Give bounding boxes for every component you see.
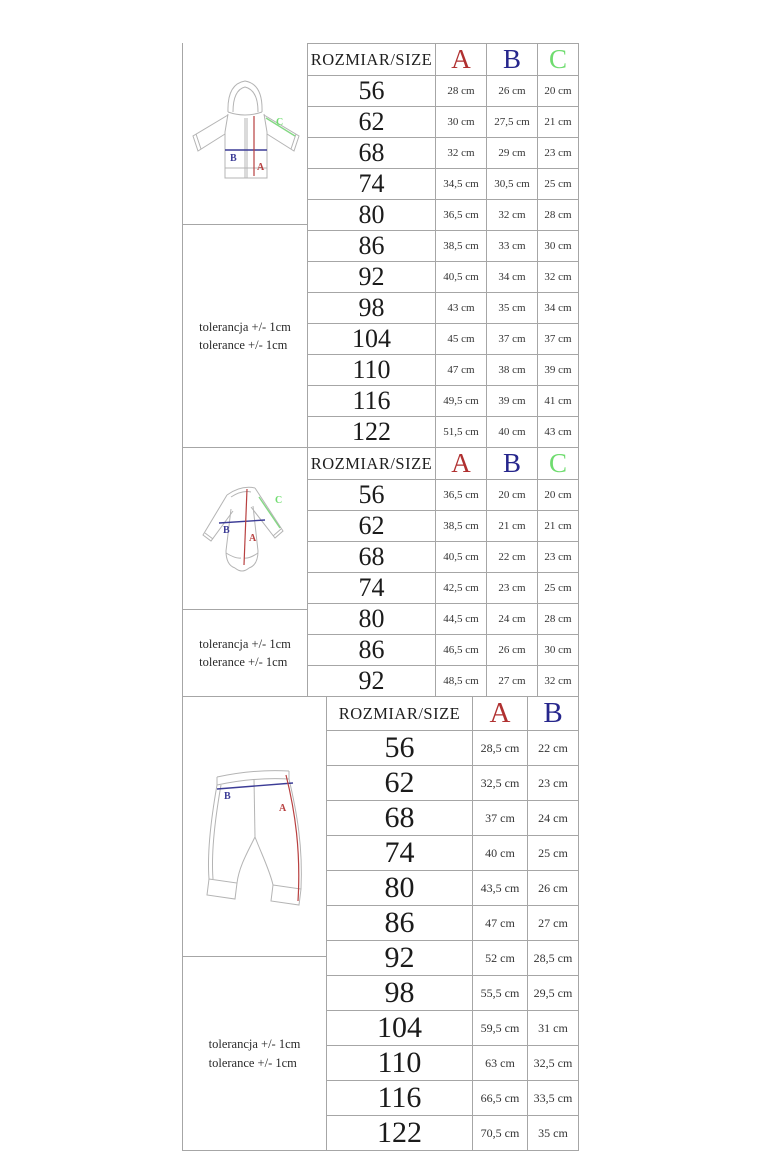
measurement-value: 30 cm — [538, 231, 579, 262]
size-value: 98 — [327, 976, 473, 1011]
pants-measurements-table — [326, 696, 579, 1151]
measurement-value: 29,5 cm — [528, 976, 579, 1011]
size-value: 92 — [327, 941, 473, 976]
column-b-header: B — [528, 697, 579, 731]
bodysuit-b-label: B — [223, 524, 230, 536]
measurement-value: 37 cm — [473, 801, 528, 836]
bodysuit-a-label: A — [249, 532, 257, 544]
size-row — [308, 355, 579, 386]
pants-b-label: B — [223, 790, 231, 802]
measurement-value: 40,5 cm — [436, 542, 487, 573]
measurement-value: 34,5 cm — [436, 169, 487, 200]
size-value: 104 — [308, 324, 436, 355]
size-value: 74 — [308, 573, 436, 604]
measurement-value: 38,5 cm — [436, 511, 487, 542]
measurement-value: 25 cm — [538, 169, 579, 200]
size-value: 86 — [327, 906, 473, 941]
measurement-value: 25 cm — [528, 836, 579, 871]
measurement-value: 70,5 cm — [473, 1116, 528, 1151]
measurement-value: 23 cm — [538, 542, 579, 573]
bodysuit-measurements-table — [307, 447, 579, 697]
measurement-value: 41 cm — [538, 386, 579, 417]
size-value: 116 — [308, 386, 436, 417]
size-value: 98 — [308, 293, 436, 324]
bodysuit-icon — [191, 473, 299, 585]
measurement-value: 21 cm — [487, 511, 538, 542]
measurement-value: 32 cm — [436, 138, 487, 169]
size-row — [308, 231, 579, 262]
measurement-value: 22 cm — [528, 731, 579, 766]
measurement-value: 24 cm — [528, 801, 579, 836]
size-chart-content — [182, 43, 579, 1151]
column-b-header: B — [487, 448, 538, 480]
measurement-value: 40 cm — [473, 836, 528, 871]
jacket-size-table — [182, 43, 579, 448]
measurement-value: 24 cm — [487, 604, 538, 635]
measurement-value: 23 cm — [487, 573, 538, 604]
size-row — [308, 76, 579, 107]
jacket-tolerance-cell — [183, 225, 307, 447]
size-row — [327, 1011, 579, 1046]
measurement-value: 32 cm — [538, 666, 579, 697]
tolerance-text-en: tolerance +/- 1cm — [199, 655, 288, 669]
pants-b-line — [217, 783, 293, 789]
size-value: 68 — [327, 801, 473, 836]
size-value: 74 — [327, 836, 473, 871]
size-value: 68 — [308, 138, 436, 169]
size-value: 122 — [327, 1116, 473, 1151]
size-row — [327, 801, 579, 836]
measurement-value: 23 cm — [528, 766, 579, 801]
bodysuit-info-column — [182, 447, 307, 697]
size-row — [308, 542, 579, 573]
column-a-header: A — [436, 448, 487, 480]
size-column-header: ROZMIAR/SIZE — [308, 44, 436, 76]
jacket-info-column — [182, 43, 307, 448]
size-row — [327, 766, 579, 801]
measurement-value: 52 cm — [473, 941, 528, 976]
size-row — [327, 976, 579, 1011]
size-row — [308, 200, 579, 231]
measurement-value: 40,5 cm — [436, 262, 487, 293]
size-value: 68 — [308, 542, 436, 573]
measurement-value: 36,5 cm — [436, 480, 487, 511]
measurement-value: 27 cm — [528, 906, 579, 941]
measurement-value: 22 cm — [487, 542, 538, 573]
pants-info-column — [182, 696, 326, 1151]
measurement-value: 21 cm — [538, 511, 579, 542]
bodysuit-drawing-cell — [183, 448, 307, 610]
measurement-value: 28 cm — [538, 604, 579, 635]
measurement-value: 32,5 cm — [473, 766, 528, 801]
size-value: 62 — [308, 511, 436, 542]
measurement-value: 27,5 cm — [487, 107, 538, 138]
measurement-value: 40 cm — [487, 417, 538, 448]
table-header-row — [308, 448, 579, 480]
measurement-value: 20 cm — [487, 480, 538, 511]
size-row — [327, 1046, 579, 1081]
measurement-value: 35 cm — [487, 293, 538, 324]
size-value: 62 — [327, 766, 473, 801]
measurement-value: 32 cm — [487, 200, 538, 231]
size-value: 74 — [308, 169, 436, 200]
jacket-c-label: C — [276, 116, 284, 128]
size-value: 92 — [308, 262, 436, 293]
tolerance-text-pl: tolerancja +/- 1cm — [199, 319, 291, 334]
table-header-row — [308, 44, 579, 76]
size-row — [327, 731, 579, 766]
measurement-value: 32,5 cm — [528, 1046, 579, 1081]
size-column-header: ROZMIAR/SIZE — [327, 697, 473, 731]
size-row — [327, 1116, 579, 1151]
tolerance-text-pl: tolerancja +/- 1cm — [199, 636, 291, 651]
size-value: 80 — [308, 200, 436, 231]
measurement-value: 39 cm — [487, 386, 538, 417]
measurement-value: 49,5 cm — [436, 386, 487, 417]
size-row — [308, 169, 579, 200]
pants-size-table — [182, 696, 579, 1151]
measurement-value: 37 cm — [538, 324, 579, 355]
measurement-value: 26 cm — [487, 76, 538, 107]
bodysuit-tolerance-cell — [183, 610, 307, 696]
measurement-value: 51,5 cm — [436, 417, 487, 448]
size-column-header: ROZMIAR/SIZE — [308, 448, 436, 480]
size-row — [308, 417, 579, 448]
measurement-value: 20 cm — [538, 480, 579, 511]
measurement-value: 32 cm — [538, 262, 579, 293]
size-row — [327, 1081, 579, 1116]
size-row — [308, 107, 579, 138]
measurement-value: 48,5 cm — [436, 666, 487, 697]
measurement-value: 66,5 cm — [473, 1081, 528, 1116]
size-row — [308, 480, 579, 511]
measurement-value: 46,5 cm — [436, 635, 487, 666]
pants-icon — [186, 741, 324, 913]
measurement-value: 55,5 cm — [473, 976, 528, 1011]
size-row — [308, 262, 579, 293]
measurement-value: 30,5 cm — [487, 169, 538, 200]
size-row — [308, 573, 579, 604]
size-value: 122 — [308, 417, 436, 448]
measurement-value: 39 cm — [538, 355, 579, 386]
measurement-value: 20 cm — [538, 76, 579, 107]
size-value: 80 — [308, 604, 436, 635]
size-row — [308, 324, 579, 355]
jacket-measurements-table — [307, 43, 579, 448]
measurement-value: 31 cm — [528, 1011, 579, 1046]
measurement-value: 33 cm — [487, 231, 538, 262]
measurement-value: 28 cm — [538, 200, 579, 231]
size-row — [308, 604, 579, 635]
measurement-value: 35 cm — [528, 1116, 579, 1151]
jacket-b-label: B — [230, 152, 237, 164]
measurement-value: 23 cm — [538, 138, 579, 169]
bodysuit-c-label: C — [275, 494, 283, 506]
bodysuit-a-line — [244, 489, 247, 565]
jacket-a-label: A — [257, 161, 265, 173]
size-value: 86 — [308, 635, 436, 666]
size-value: 116 — [327, 1081, 473, 1116]
measurement-value: 47 cm — [473, 906, 528, 941]
measurement-value: 36,5 cm — [436, 200, 487, 231]
column-a-header: A — [473, 697, 528, 731]
measurement-value: 26 cm — [487, 635, 538, 666]
table-header-row — [327, 697, 579, 731]
size-row — [327, 906, 579, 941]
measurement-value: 43 cm — [538, 417, 579, 448]
measurement-value: 25 cm — [538, 573, 579, 604]
size-row — [327, 941, 579, 976]
measurement-value: 47 cm — [436, 355, 487, 386]
measurement-value: 28 cm — [436, 76, 487, 107]
size-value: 56 — [308, 76, 436, 107]
size-row — [327, 871, 579, 906]
tolerance-text-en: tolerance +/- 1cm — [208, 1055, 297, 1070]
size-row — [308, 666, 579, 697]
pants-drawing-cell — [183, 697, 326, 957]
bodysuit-size-table — [182, 447, 579, 697]
size-value: 104 — [327, 1011, 473, 1046]
column-b-header: B — [487, 44, 538, 76]
size-value: 80 — [327, 871, 473, 906]
size-row — [308, 386, 579, 417]
measurement-value: 30 cm — [538, 635, 579, 666]
column-c-header: C — [538, 44, 579, 76]
size-value: 62 — [308, 107, 436, 138]
measurement-value: 29 cm — [487, 138, 538, 169]
measurement-value: 38,5 cm — [436, 231, 487, 262]
size-row — [308, 511, 579, 542]
column-c-header: C — [538, 448, 579, 480]
size-value: 56 — [327, 731, 473, 766]
measurement-value: 27 cm — [487, 666, 538, 697]
measurement-value: 43,5 cm — [473, 871, 528, 906]
size-row — [308, 293, 579, 324]
measurement-value: 21 cm — [538, 107, 579, 138]
tolerance-text-pl: tolerancja +/- 1cm — [208, 1037, 301, 1052]
measurement-value: 63 cm — [473, 1046, 528, 1081]
measurement-value: 38 cm — [487, 355, 538, 386]
size-row — [327, 836, 579, 871]
measurement-value: 45 cm — [436, 324, 487, 355]
measurement-value: 30 cm — [436, 107, 487, 138]
measurement-value: 42,5 cm — [436, 573, 487, 604]
tolerance-text-en: tolerance +/- 1cm — [199, 338, 288, 352]
measurement-value: 34 cm — [538, 293, 579, 324]
measurement-value: 34 cm — [487, 262, 538, 293]
jacket-drawing-cell — [183, 43, 307, 225]
pants-a-label: A — [278, 802, 286, 814]
measurement-value: 33,5 cm — [528, 1081, 579, 1116]
column-a-header: A — [436, 44, 487, 76]
pants-tolerance-cell — [183, 957, 326, 1150]
measurement-value: 28,5 cm — [528, 941, 579, 976]
measurement-value: 44,5 cm — [436, 604, 487, 635]
size-value: 56 — [308, 480, 436, 511]
measurement-value: 43 cm — [436, 293, 487, 324]
size-row — [308, 138, 579, 169]
size-value: 110 — [327, 1046, 473, 1081]
size-value: 92 — [308, 666, 436, 697]
hooded-jacket-icon — [184, 68, 306, 200]
size-row — [308, 635, 579, 666]
measurement-value: 26 cm — [528, 871, 579, 906]
measurement-value: 37 cm — [487, 324, 538, 355]
size-value: 110 — [308, 355, 436, 386]
measurement-value: 59,5 cm — [473, 1011, 528, 1046]
measurement-value: 28,5 cm — [473, 731, 528, 766]
size-value: 86 — [308, 231, 436, 262]
